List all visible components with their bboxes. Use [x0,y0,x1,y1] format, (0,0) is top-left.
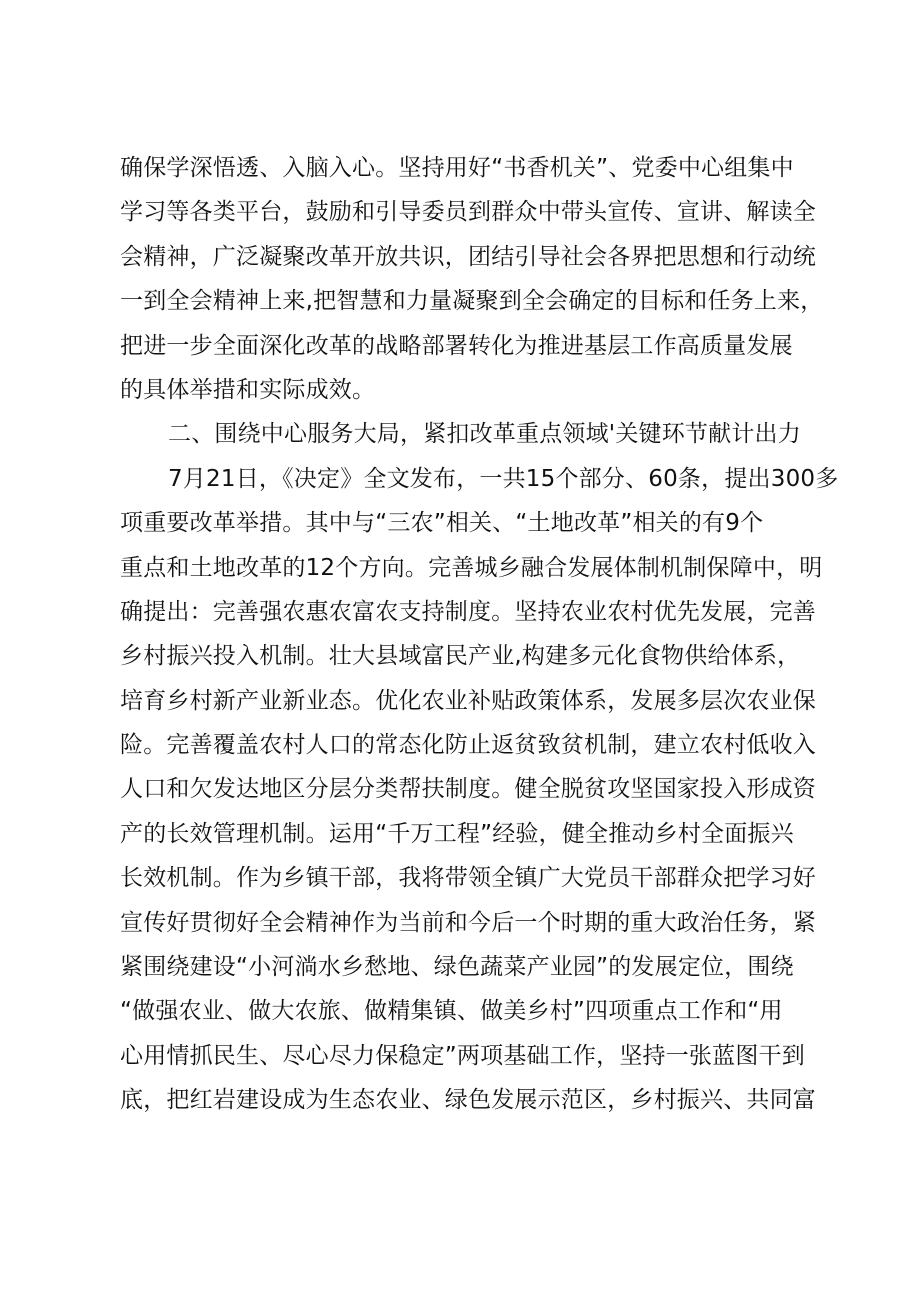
paragraph-body [120,457,839,1123]
text-line: 项重要改革举措。其中与“三农”相关、“土地改革”相关的有9个 [120,510,764,537]
text-line: 一到全会精神上来,把智慧和力量凝聚到全会确定的目标和任务上来， [120,288,824,315]
text-line: 产的长效管理机制。运用“千万工程”经验，健全推动乡村全面振兴 [120,820,794,847]
text-line: 确保学深悟透、入脑入心。坚持用好“书香机关”、党委中心组集中 [120,155,794,181]
text-line: 乡村振兴投入机制。壮大县域富民产业,构建多元化食物供给体系， [120,643,801,670]
text-line: 会精神，广泛凝聚改革开放共识，团结引导社会各界把思想和行动统 [120,243,816,270]
text-line: 宣传好贯彻好全会精神作为当前和今后一个时期的重大政治任务，紧 [120,909,816,936]
text-line: 长效机制。作为乡镇干部，我将带领全镇广大党员干部群众把学习好 [120,865,816,892]
text-line: 确提出：完善强农惠农富农支持制度。坚持农业农村优先发展，完善 [120,598,816,625]
section-heading: 二、围绕中心服务大局，紧扣改革重点领域'关键环节献计出力 [168,421,801,448]
text-line: 紧围绕建设“小河淌水乡愁地、绿色蔬菜产业园”的发展定位，围绕 [120,954,794,981]
text-line: 把进一步全面深化改革的战略部署转化为推进基层工作高质量发展 [120,332,793,359]
text-line: 重点和土地改革的12个方向。完善城乡融合发展体制机制保障中，明 [120,554,823,581]
text-line: 险。完善覆盖农村人口的常态化防止返贫致贫机制，建立农村低收入 [120,732,816,759]
text-line: 7月21日，《决定》全文发布，一共15个部分、60条，提出300多 [168,465,839,492]
text-line: 底，把红岩建设成为生态农业、绿色发展示范区，乡村振兴、共同富 [120,1087,816,1114]
text-line: 人口和欠发达地区分层分类帮扶制度。健全脱贫攻坚国家投入形成资 [120,776,816,803]
paragraph-continued [120,146,835,412]
text-line: “做强农业、做大农旅、做精集镇、做美乡村”四项重点工作和“用 [120,998,783,1025]
text-line: 的具体举措和实际成效。 [120,376,376,403]
text-line: 心用情抓民生、尽心尽力保稳定”两项基础工作，坚持一张蓝图干到 [120,1042,805,1069]
text-line: 培育乡村新产业新业态。优化农业补贴政策体系，发展多层次农业保 [120,687,816,714]
text-line: 学习等各类平台，鼓励和引导委员到群众中带头宣传、宣讲、解读全 [120,199,816,226]
document-body [120,146,839,1123]
